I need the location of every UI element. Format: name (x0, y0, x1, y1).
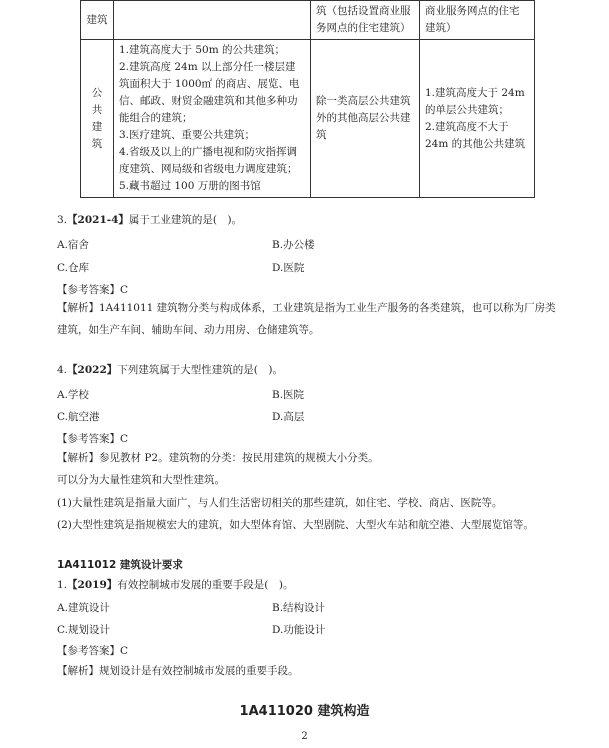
option-d: D.高层 (272, 411, 305, 423)
cell-line: 1.建筑高度大于 50m 的公共建筑； (119, 44, 286, 56)
question-tag: 【2019】 (67, 579, 118, 591)
option-b: B.结构设计 (272, 602, 326, 614)
question-text: 属于工业建筑的是( )。 (128, 214, 243, 226)
cell-line: 3.医疗建筑、重要公共建筑； (119, 129, 256, 141)
analysis-text: 1A411011 建筑物分类与构成体系，工业建筑是指为工业生产服务的各类建筑，也可以称为厂房类建筑，如生产车间、辅助车间、动力用房、仓储建筑等。 (57, 302, 556, 336)
category-char: 筑 (91, 137, 103, 150)
table-header-cell (420, 1, 535, 40)
option-a: A.建筑设计 (57, 602, 110, 614)
cell-line: 5.藏书超过 100 万册的图书馆 (119, 180, 261, 192)
category-char: 共 (91, 103, 103, 116)
analysis-line: (2)大型性建筑是指规模宏大的建筑，如大型体育馆、大型剧院、大型火车站和航空港、大型展览馆等。 (57, 519, 534, 531)
category-char: 建 (91, 120, 103, 133)
category-char: 公 (91, 86, 103, 99)
question-number: 3. (57, 214, 68, 226)
question-tag: 【2022】 (67, 364, 118, 376)
section-title: 1A411012 建筑设计要求 (57, 559, 183, 571)
building-classification-table (80, 0, 535, 198)
analysis-text: 参见教材 P2。建筑物的分类：按民用建筑的规模大小分类。 (99, 452, 379, 464)
option-a: A.宿舍 (57, 239, 89, 251)
table-row (81, 40, 535, 198)
option-a: A.学校 (57, 389, 89, 401)
answer: 【参考答案】C (57, 433, 129, 445)
answer: 【参考答案】C (57, 645, 129, 657)
analysis-label: 【解析】 (57, 452, 99, 464)
cell-line: 4.省级及以上的广播电视和防灾指挥调度建筑、网局级和省级电力调度建筑； (119, 146, 298, 175)
table-header-text: 筑（包括设置商业服务网点的住宅建筑） (316, 5, 411, 34)
analysis (57, 450, 379, 466)
analysis (57, 663, 299, 679)
analysis-label: 【解析】 (57, 665, 99, 677)
option-b: B.医院 (272, 389, 305, 401)
analysis (57, 297, 557, 341)
cell-line: 2.建筑高度不大于 24m 的其他公共建筑 (425, 120, 526, 150)
cell-line: 1.建筑高度大于 24m 的单层公共建筑； (425, 86, 525, 116)
table-cell-class-two (311, 40, 420, 198)
analysis-text: 规划设计是有效控制城市发展的重要手段。 (99, 665, 299, 677)
option-d: D.医院 (272, 262, 305, 274)
table-header-row (81, 1, 535, 40)
table-header-text: 建筑 (86, 13, 108, 26)
answer: 【参考答案】C (57, 284, 129, 296)
table-cell-class-one (114, 40, 311, 198)
analysis-label: 【解析】 (57, 302, 99, 314)
question-number: 1. (57, 579, 68, 591)
option-c: C.航空港 (57, 411, 100, 423)
analysis-line: (1)大量性建筑是指量大面广，与人们生活密切相关的那些建筑，如住宅、学校、商店、医院等。 (57, 497, 503, 509)
analysis-line: 可以分为大量性建筑和大型性建筑。 (57, 474, 225, 486)
question-stem (57, 212, 242, 228)
option-c: C.规划设计 (57, 624, 110, 636)
table-header-text: 商业服务网点的住宅建筑） (425, 5, 520, 34)
question-stem (57, 362, 283, 378)
table-header-cell (81, 1, 114, 40)
table-cell-single-multi (420, 40, 535, 198)
page-number: 2 (301, 731, 308, 742)
table-category-cell (81, 40, 114, 198)
question-text: 下列建筑属于大型性建筑的是( )。 (117, 364, 283, 376)
option-c: C.仓库 (57, 262, 89, 274)
table-header-cell (114, 1, 311, 40)
question-stem (57, 577, 293, 593)
question-number: 4. (57, 364, 68, 376)
option-b: B.办公楼 (272, 239, 315, 251)
table-header-cell (311, 1, 420, 40)
question-tag: 【2021-4】 (67, 214, 129, 226)
cell-line: 2.建筑高度 24m 以上部分任一楼层建筑面积大于 1000㎡ 的商店、展览、电信、邮政、财贸金融建筑和其他多种功能组合的建筑； (119, 61, 300, 124)
question-text: 有效控制城市发展的重要手段是( )。 (117, 579, 294, 591)
cell-line: 除一类高层公共建筑外的其他高层公共建筑 (316, 95, 411, 141)
option-d: D.功能设计 (272, 624, 326, 636)
chapter-title: 1A411020 建筑构造 (239, 704, 370, 719)
